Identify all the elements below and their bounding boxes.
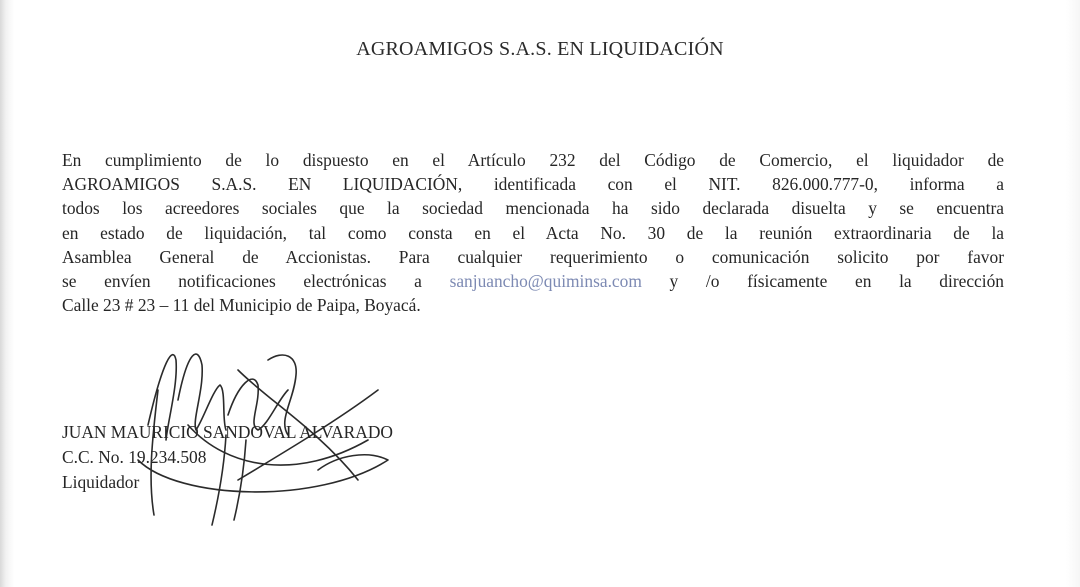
signatory-role: Liquidador: [62, 472, 140, 492]
body-line-6: [62, 269, 1004, 293]
body-line-4: en estado de liquidación, tal como consta en el Acta No. 30 de la reunión extraordinaria de la: [62, 222, 1004, 243]
body-line-1: En cumplimiento de lo dispuesto en el Artículo 232 del Código de Comercio, el liquidador de: [62, 150, 1004, 170]
body-line-2: AGROAMIGOS S.A.S. EN LIQUIDACIÓN, identificada con el NIT. 826.000.777-0, informa a: [62, 174, 1004, 195]
notice-body: [62, 148, 1004, 317]
contact-email: sanjuancho@quiminsa.com: [449, 271, 642, 292]
body-line-5: Asamblea General de Accionistas. Para cualquier requerimiento o comunicación solicito por favor: [62, 246, 1004, 267]
body-line-6-start: se envíen notificaciones electrónicas a: [62, 271, 450, 292]
body-line-3: todos los acreedores sociales que la sociedad mencionada ha sido declarada disuelta y se encuentra: [62, 198, 1004, 219]
signatory-block: [62, 420, 393, 495]
document-title: AGROAMIGOS S.A.S. EN LIQUIDACIÓN: [356, 38, 724, 60]
body-line-7: Calle 23 # 23 – 11 del Municipio de Paipa, Boyacá.: [62, 295, 421, 316]
signatory-id: C.C. No. 19.234.508: [62, 447, 207, 467]
body-line-6-end: y /o físicamente en la dirección: [641, 271, 1004, 292]
signatory-name: JUAN MAURICIO SANDOVAL ALVARADO: [62, 422, 393, 442]
